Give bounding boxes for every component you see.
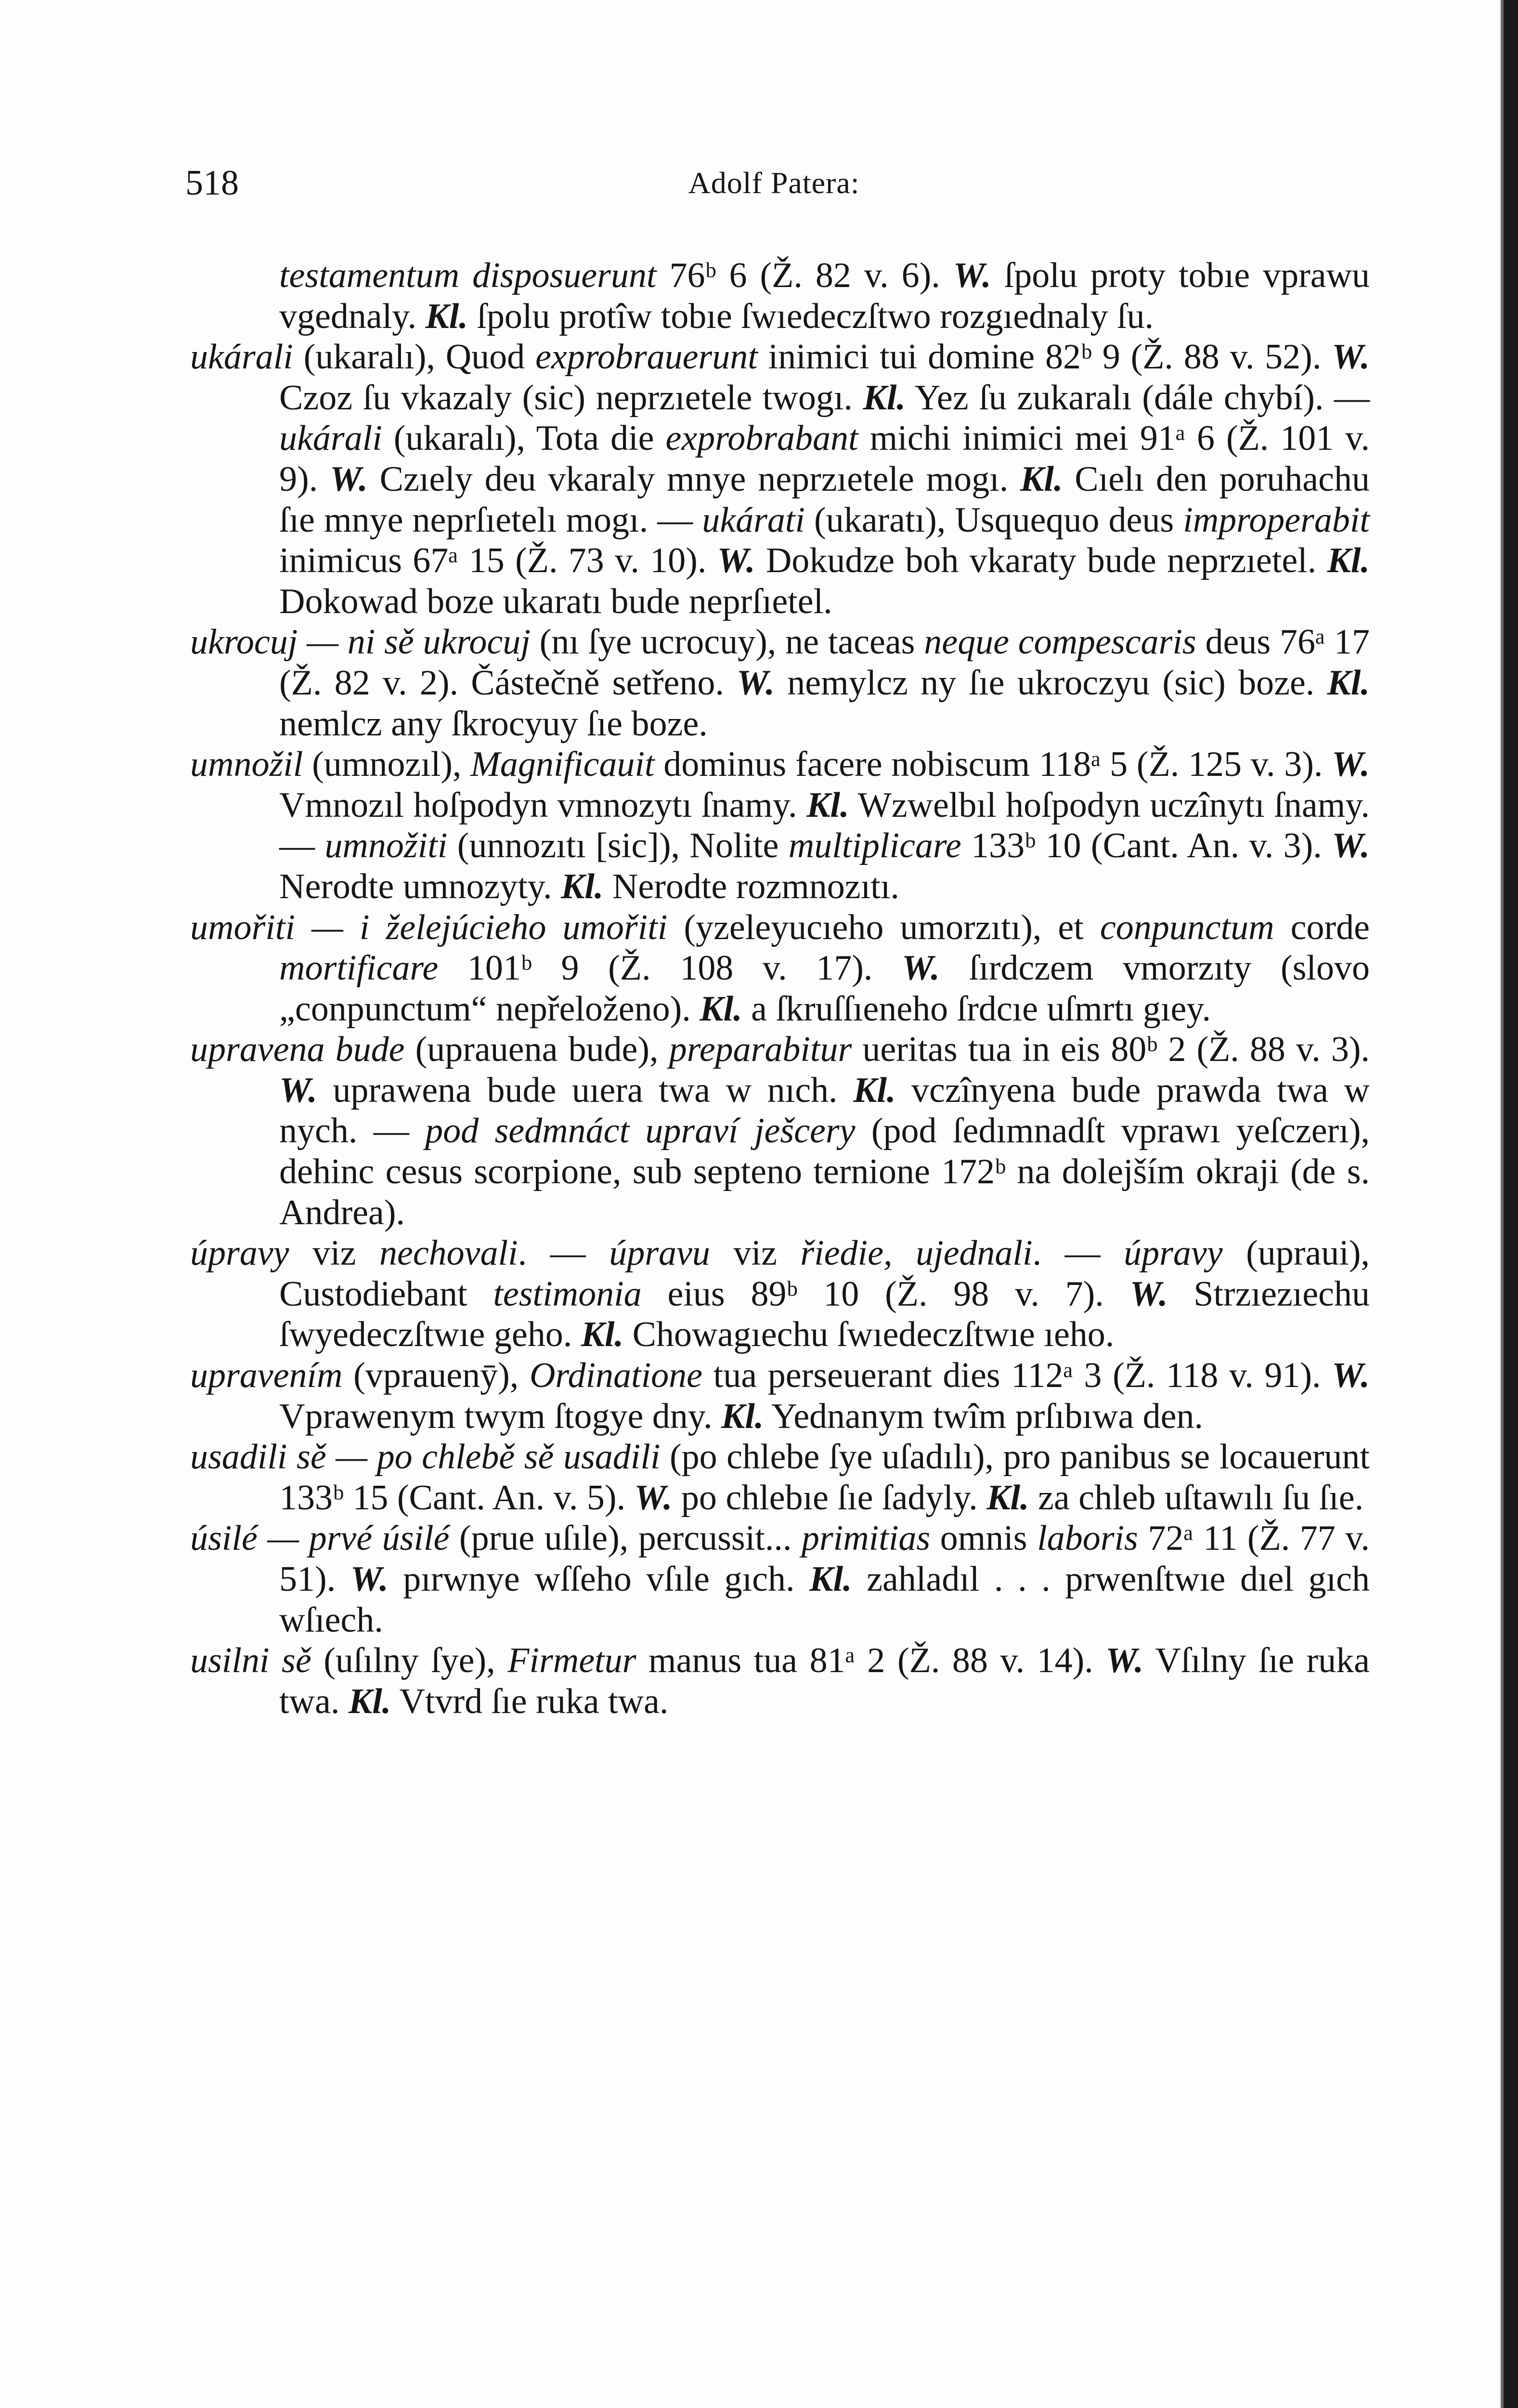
entry-text: ſırdczem vmorzıty (slovo „conpunctum“ nepřeloženo). (279, 948, 1370, 1029)
source-siglum: Kl. (721, 1396, 764, 1436)
entry-headword: usadili sě — po chlebě sě usadili (190, 1437, 661, 1477)
entry-text: Dokowad boze ukaratı bude neprſıetel. (279, 581, 832, 621)
entry-text: (nı ſye ucrocuy), ne taceas (530, 622, 924, 662)
source-siglum: W. (1332, 745, 1370, 785)
entry-headword: upravením (190, 1356, 343, 1396)
source-siglum: W. (1129, 1274, 1168, 1314)
dictionary-body (190, 255, 1370, 1722)
headword-or-latin-term: úpravy (1124, 1233, 1223, 1273)
entry-headword: ukrocuj — ni sě ukrocuj (190, 622, 531, 662)
entry-headword: úsilé — prvé úsilé (190, 1518, 450, 1558)
source-siglum: Kl. (863, 378, 906, 418)
headword-or-latin-term: pod sedmnáct upraví ješcery (425, 1111, 856, 1151)
dictionary-entry (190, 907, 1370, 1030)
entry-headword: úpravy (190, 1233, 289, 1273)
headword-or-latin-term: laboris (1037, 1518, 1138, 1558)
entry-text: Strzıezıechu ſwyedeczſtwıe geho. (279, 1274, 1370, 1355)
entry-text: (pod ſedımnadſt vprawı yeſczerı), dehinc cesus scorpione, sub septeno ternione 172ᵇ na dolejším okraji (de s. Andrea). (279, 1111, 1370, 1232)
source-siglum: W. (1332, 337, 1370, 377)
source-siglum: W. (634, 1478, 673, 1518)
entry-text: corde (1274, 907, 1370, 947)
entry-text: (ukaralı), Quod (293, 337, 536, 377)
entry-text: . — (518, 1233, 610, 1273)
headword-or-latin-term: umnožiti (324, 826, 448, 866)
source-siglum: W. (1332, 826, 1370, 866)
headword-or-latin-term: preparabitur (669, 1030, 852, 1070)
entry-text: ſpolu proty tobıe vprawu vgednaly. (279, 256, 1370, 336)
source-siglum: Kl. (425, 296, 468, 336)
entry-text: (unnozıtı [sic]), Nolite (447, 826, 789, 866)
entry-text: a ſkruſſıeneho ſrdcıe uſmrtı gıey. (742, 989, 1211, 1029)
dictionary-entry (190, 1355, 1370, 1437)
source-siglum: Kl. (1020, 459, 1063, 499)
entry-text: 133ᵇ 10 (Cant. An. v. 3). (961, 826, 1332, 866)
entry-text: ſpolu protîw tobıe ſwıedeczſtwo rozgıednaly ſu. (467, 296, 1154, 336)
source-siglum: Kl. (809, 1559, 852, 1599)
headword-or-latin-term: Ordinatione (529, 1356, 702, 1396)
headword-or-latin-term: testimonia (493, 1274, 642, 1314)
headword-or-latin-term: testamentum disposuerunt (279, 256, 657, 295)
dictionary-entry (190, 1437, 1370, 1518)
dictionary-entry (190, 337, 1370, 622)
headword-or-latin-term: řiedie, ujednali (800, 1233, 1033, 1273)
entry-text: (upraui), Custodiebant (279, 1233, 1370, 1314)
headword-or-latin-term: conpunctum (1100, 907, 1274, 947)
source-siglum: W. (953, 256, 991, 295)
entry-text: dominus facere nobiscum 118ᵃ 5 (Ž. 125 v. 3). (654, 745, 1332, 785)
source-siglum: Kl. (806, 785, 849, 825)
headword-or-latin-term: exprobrabant (665, 419, 858, 458)
entry-text: Chowagıechu ſwıedeczſtwıe ıeho. (623, 1315, 1115, 1355)
entry-text: Vprawenym twym ſtogye dny. (279, 1396, 721, 1436)
entry-text: Cıelı den poruhachu ſıe mnye neprſıetelı mogı. — (279, 459, 1370, 540)
source-siglum: Kl. (986, 1478, 1029, 1518)
entry-text: (uprauena bude), (404, 1030, 669, 1070)
headword-or-latin-term: primitias (801, 1518, 931, 1558)
entry-text: omnis (930, 1518, 1038, 1558)
source-siglum: W. (350, 1559, 389, 1599)
entry-text: inimici tui domine 82ᵇ 9 (Ž. 88 v. 52). (757, 337, 1332, 377)
entry-text: (uſılny ſye), (311, 1641, 508, 1681)
entry-text: Yez ſu zukaralı (dále chybí). — (905, 378, 1370, 418)
headword-or-latin-term: Magnificauit (470, 745, 655, 785)
entry-text: (po chlebe ſye uſadılı), pro panibus se locauerunt 133ᵇ 15 (Cant. An. v. 5). (279, 1437, 1370, 1518)
headword-or-latin-term: neque compescaris (924, 622, 1196, 662)
source-siglum: Kl. (700, 989, 742, 1029)
headword-or-latin-term: multiplicare (788, 826, 961, 866)
entry-text: (prue uſıle), percussit... (449, 1518, 802, 1558)
entry-text: Nerodte umnozyty. (279, 866, 561, 906)
entry-text: (yzeleyucıeho umorzıtı), et (667, 907, 1100, 947)
entry-text: Vmnozıl hoſpodyn vmnozytı ſnamy. (279, 785, 807, 825)
entry-text: Czıely deu vkaraly mnye neprzıetele mogı. (367, 459, 1021, 499)
entry-text: za chleb uſtawılı ſu ſıe. (1029, 1478, 1364, 1518)
page-edge (1504, 0, 1518, 2408)
source-siglum: W. (279, 1070, 317, 1110)
entry-text: Vtvrd ſıe ruka twa. (391, 1681, 669, 1721)
headword-or-latin-term: improperabit (1183, 500, 1370, 540)
running-head: Adolf Patera: (688, 166, 860, 200)
dictionary-entry (190, 1518, 1370, 1640)
entry-headword: upravena bude (190, 1030, 405, 1070)
headword-or-latin-term: Firmetur (507, 1641, 636, 1681)
entry-headword: usilni sě (190, 1641, 311, 1681)
entry-text: uprawena bude uıera twa w nıch. (317, 1070, 854, 1110)
page-number: 518 (185, 163, 239, 203)
dictionary-entry (190, 1029, 1370, 1233)
dictionary-entry (190, 744, 1370, 907)
source-siglum: Kl. (581, 1315, 624, 1355)
entry-text: Czoz ſu vkazaly (sic) neprzıetele twogı. (279, 378, 863, 418)
entry-text: manus tua 81ᵃ 2 (Ž. 88 v. 14). (636, 1641, 1106, 1681)
entry-text: Dokudze boh vkaraty bude neprzıetel. (755, 541, 1327, 581)
entry-text: inimicus 67ᵃ 15 (Ž. 73 v. 10). (279, 541, 717, 581)
dictionary-entry (190, 1640, 1370, 1722)
entry-headword: umořiti — i želejúcieho umořiti (190, 907, 668, 947)
entry-text: po chlebıe ſıe ſadyly. (672, 1478, 987, 1518)
entry-text: viz (710, 1233, 801, 1273)
source-siglum: W. (1105, 1641, 1144, 1681)
entry-text: 101ᵇ 9 (Ž. 108 v. 17). (438, 948, 902, 988)
headword-or-latin-term: nechovali (379, 1233, 518, 1273)
entry-text: Nerodte rozmnozıtı. (603, 866, 899, 906)
headword-or-latin-term: exprobrauerunt (535, 337, 758, 377)
entry-text: (ukaralı), Tota die (382, 419, 666, 458)
source-siglum: Kl. (561, 866, 604, 906)
entry-headword: umnožil (190, 745, 303, 785)
source-siglum: W. (717, 541, 755, 581)
headword-or-latin-term: mortificare (279, 948, 439, 988)
entry-text: (vprauenȳ), (342, 1356, 530, 1396)
entry-text: deus 76ᵃ 17 (Ž. 82 v. 2). Částečně setřeno. (279, 622, 1370, 703)
source-siglum: W. (329, 459, 368, 499)
entry-text: vczînyena bude prawda twa w nych. — (279, 1070, 1370, 1151)
entry-text: zahladıl . . . prwenſtwıe dıel gıch wſıech. (279, 1559, 1370, 1640)
entry-text: michi inimici mei 91ᵃ 6 (Ž. 101 v. 9). (279, 419, 1370, 499)
source-siglum: W. (902, 948, 940, 988)
entry-text: 76ᵇ 6 (Ž. 82 v. 6). (656, 256, 953, 295)
source-siglum: W. (737, 663, 775, 703)
entry-text: Vſılny ſıe ruka twa. (279, 1641, 1370, 1721)
entry-text: nemylcz ny ſıe ukroczyu (sic) boze. (774, 663, 1327, 703)
dictionary-entry (190, 622, 1370, 744)
source-siglum: Kl. (853, 1070, 896, 1110)
source-siglum: Kl. (1327, 663, 1370, 703)
entry-text: viz (289, 1233, 379, 1273)
headword-or-latin-term: ukárati (702, 500, 805, 540)
entry-text: . — (1032, 1233, 1124, 1273)
entry-text: (umnozıl), (303, 745, 471, 785)
entry-text: Yednanym twîm prſıbıwa den. (764, 1396, 1204, 1436)
headword-or-latin-term: úpravu (609, 1233, 710, 1273)
entry-text: eius 89ᵇ 10 (Ž. 98 v. 7). (641, 1274, 1130, 1314)
page-header (185, 159, 1362, 212)
entry-text: ueritas tua in eis 80ᵇ 2 (Ž. 88 v. 3). (852, 1030, 1370, 1070)
entry-text: nemlcz any ſkrocyuy ſıe boze. (279, 704, 708, 744)
dictionary-entry (190, 1233, 1370, 1355)
entry-headword: ukárali (190, 337, 293, 377)
headword-or-latin-term: ukárali (279, 419, 382, 458)
entry-text: pırwnye wſſeho vſıle gıch. (388, 1559, 810, 1599)
source-siglum: Kl. (1327, 541, 1370, 581)
dictionary-entry (190, 255, 1370, 337)
entry-text: (ukaratı), Usquequo deus (805, 500, 1183, 540)
source-siglum: Kl. (348, 1681, 391, 1721)
source-siglum: W. (1332, 1356, 1370, 1396)
entry-text: tua perseuerant dies 112ᵃ 3 (Ž. 118 v. 91). (702, 1356, 1332, 1396)
entry-text: Wzwelbıl hoſpodyn uczînytı ſnamy. — (279, 785, 1370, 866)
entry-text: 72ᵃ 11 (Ž. 77 v. 51). (279, 1518, 1370, 1599)
